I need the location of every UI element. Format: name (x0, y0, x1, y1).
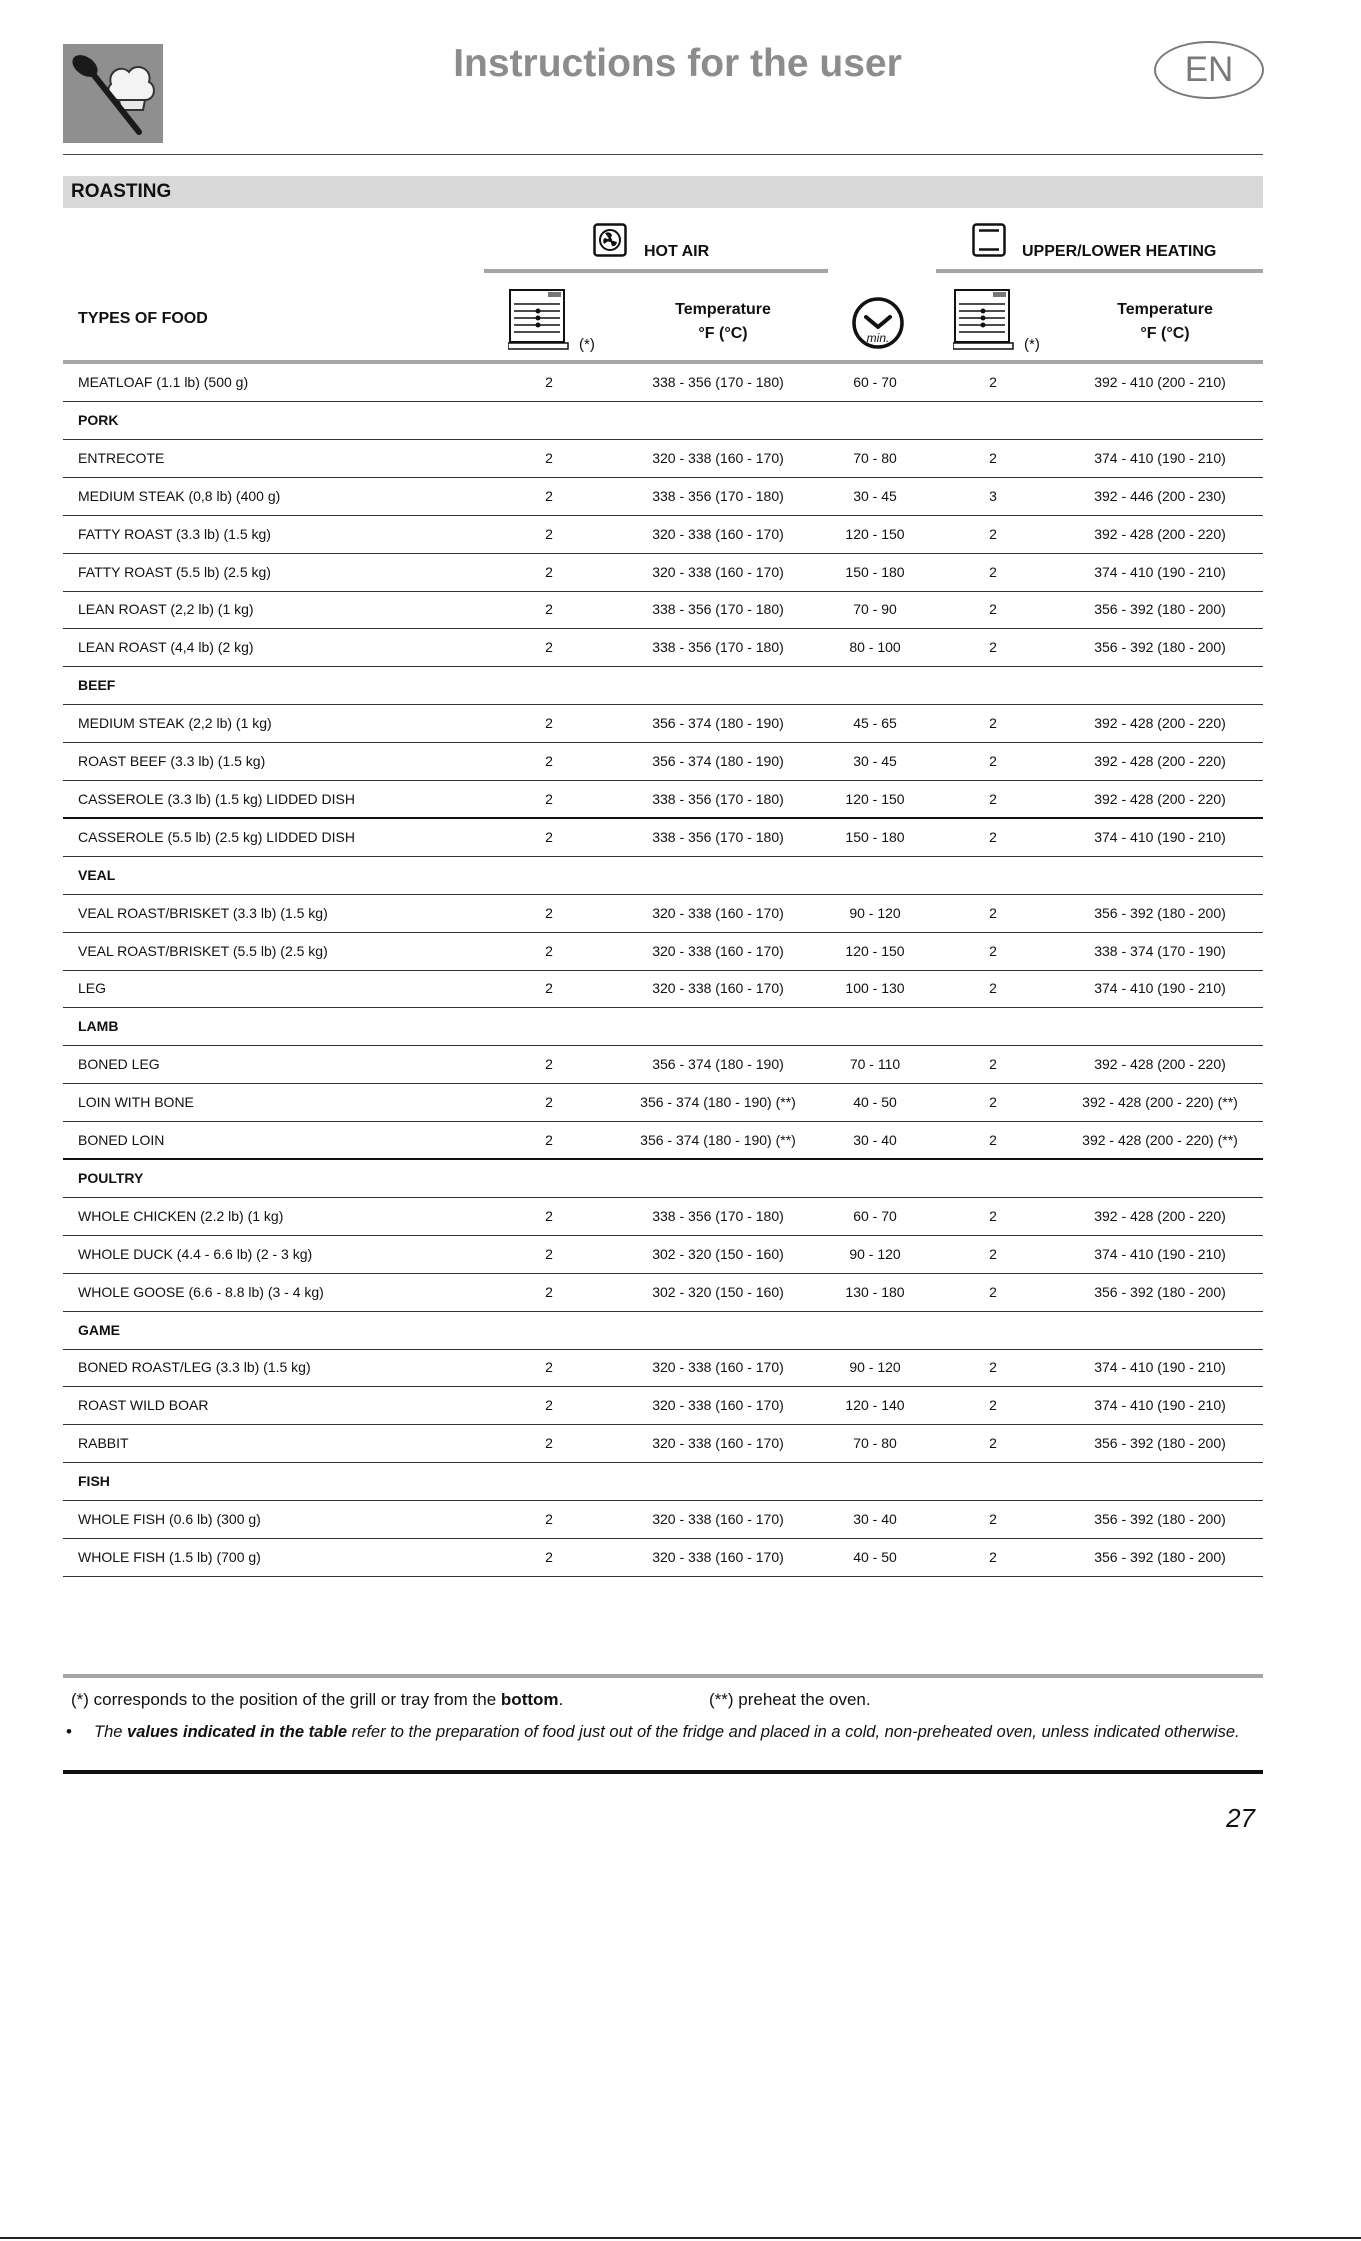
temp-hot-air: 320 - 338 (160 - 170) (652, 942, 784, 959)
shelf-hot-air: 2 (545, 1056, 553, 1073)
page-end-rule (63, 1770, 1263, 1774)
footnote-preheat: (**) preheat the oven. (709, 1690, 871, 1709)
temp-upper-lower: 356 - 392 (180 - 200) (1094, 639, 1226, 656)
temp-upper-lower: 374 - 410 (190 - 210) (1094, 1245, 1226, 1262)
cook-time: 70 - 80 (853, 1435, 897, 1452)
temp-upper-lower: 356 - 392 (180 - 200) (1094, 1283, 1226, 1300)
food-name: VEAL ROAST/BRISKET (5.5 lb) (2.5 kg) (78, 942, 328, 959)
cook-time: 130 - 180 (845, 1283, 905, 1300)
temp-upper-lower: 356 - 392 (180 - 200) (1094, 601, 1226, 618)
shelf-upper-lower: 2 (989, 790, 997, 807)
table-row (63, 554, 1263, 592)
food-name: WHOLE FISH (0.6 lb) (300 g) (78, 1511, 261, 1527)
temp-header-line1: Temperature (1117, 301, 1213, 318)
shelf-hot-air: 2 (545, 1245, 553, 1262)
shelf-hot-air: 2 (545, 715, 553, 732)
shelf-hot-air: 2 (545, 980, 553, 997)
shelf-hot-air: 2 (545, 1397, 553, 1414)
temp-hot-air: 338 - 356 (170 - 180) (652, 1207, 784, 1224)
temp-hot-air: 320 - 338 (160 - 170) (652, 449, 784, 466)
page-bottom-edge (0, 2237, 1361, 2239)
clock-minutes-icon (851, 296, 905, 350)
hot-air-temp-header (638, 298, 808, 346)
note-text-bold: values indicated in the table (127, 1723, 348, 1741)
category-row (63, 1463, 1263, 1501)
food-name: BONED ROAST/LEG (3.3 lb) (1.5 kg) (78, 1359, 311, 1376)
food-name: VEAL ROAST/BRISKET (3.3 lb) (1.5 kg) (78, 904, 328, 921)
temp-hot-air: 320 - 338 (160 - 170) (652, 1435, 784, 1452)
table-note (94, 1721, 1266, 1744)
shelf-hot-air: 2 (545, 942, 553, 959)
cook-time: 40 - 50 (853, 1548, 897, 1565)
shelf-upper-lower: 2 (989, 1397, 997, 1414)
cook-time: 120 - 150 (845, 525, 905, 542)
temp-upper-lower: 392 - 410 (200 - 210) (1094, 374, 1226, 390)
table-row (63, 1387, 1263, 1425)
language-badge: EN (1154, 41, 1264, 99)
upper-lower-heating-icon (972, 223, 1006, 257)
food-name: WHOLE DUCK (4.4 - 6.6 lb) (2 - 3 kg) (78, 1245, 313, 1262)
category-label: GAME (78, 1321, 120, 1338)
table-row (63, 1122, 1263, 1160)
food-name: WHOLE FISH (1.5 lb) (700 g) (78, 1548, 261, 1565)
page-number: 27 (1226, 1803, 1255, 1833)
food-name: RABBIT (78, 1435, 129, 1452)
shelf-upper-lower: 2 (989, 753, 997, 769)
cook-time: 45 - 65 (853, 715, 897, 732)
table-row (63, 970, 1263, 1008)
temp-header-line1: Temperature (675, 301, 771, 318)
shelf-hot-air: 2 (545, 374, 553, 390)
cook-time: 60 - 70 (853, 1207, 897, 1224)
shelf-upper-lower: 2 (989, 1548, 997, 1565)
cook-time: 40 - 50 (853, 1094, 897, 1111)
cook-time: 150 - 180 (845, 828, 905, 845)
footnote-shelf-text: (*) corresponds to the position of the grill or tray from the (71, 1690, 501, 1709)
shelf-hot-air: 2 (545, 563, 553, 580)
food-name: CASSEROLE (3.3 lb) (1.5 kg) LIDDED DISH (78, 790, 355, 807)
cook-time: 70 - 80 (853, 449, 897, 466)
temp-upper-lower: 392 - 428 (200 - 220) (**) (1082, 1094, 1238, 1111)
table-row (63, 1349, 1263, 1387)
temp-hot-air: 356 - 374 (180 - 190) (**) (640, 1094, 796, 1111)
temp-hot-air: 338 - 356 (170 - 180) (652, 374, 784, 390)
table-row (63, 1198, 1263, 1236)
shelf-upper-lower: 2 (989, 980, 997, 997)
table-row (63, 1046, 1263, 1084)
shelf-hot-air: 2 (545, 1359, 553, 1376)
shelf-hot-air: 2 (545, 1548, 553, 1565)
shelf-hot-air: 2 (545, 1207, 553, 1224)
note-text-start: The (94, 1723, 128, 1741)
shelf-hot-air: 2 (545, 487, 553, 504)
temp-upper-lower: 338 - 374 (170 - 190) (1094, 942, 1226, 959)
temp-hot-air: 302 - 320 (150 - 160) (652, 1283, 784, 1300)
shelf-upper-lower: 2 (989, 374, 997, 390)
temp-hot-air: 320 - 338 (160 - 170) (652, 1511, 784, 1527)
cook-time: 90 - 120 (849, 1245, 901, 1262)
shelf-hot-air: 2 (545, 1132, 553, 1148)
upper-lower-temp-header (1080, 298, 1250, 346)
table-row (63, 1539, 1263, 1577)
table-bottom-rule (63, 1674, 1263, 1678)
category-label: LAMB (78, 1018, 119, 1035)
shelf-upper-lower: 2 (989, 1094, 997, 1111)
shelf-star-1: (*) (579, 336, 595, 353)
temp-upper-lower: 374 - 410 (190 - 210) (1094, 563, 1226, 580)
hot-air-underline (484, 269, 828, 273)
shelf-upper-lower: 2 (989, 1132, 997, 1148)
table-row (63, 895, 1263, 933)
shelf-hot-air: 2 (545, 904, 553, 921)
food-name: CASSEROLE (5.5 lb) (2.5 kg) LIDDED DISH (78, 828, 355, 845)
category-label: FISH (78, 1473, 110, 1490)
temp-hot-air: 356 - 374 (180 - 190) (**) (640, 1132, 796, 1148)
temp-hot-air: 302 - 320 (150 - 160) (652, 1245, 784, 1262)
shelf-upper-lower: 2 (989, 828, 997, 845)
cook-time: 60 - 70 (853, 374, 897, 390)
shelf-upper-lower: 2 (989, 1245, 997, 1262)
shelf-upper-lower: 2 (989, 449, 997, 466)
cook-time: 30 - 45 (853, 487, 897, 504)
types-of-food-header: TYPES OF FOOD (78, 310, 208, 327)
shelf-hot-air: 2 (545, 449, 553, 466)
temp-upper-lower: 392 - 446 (200 - 230) (1094, 487, 1226, 504)
food-name: ENTRECOTE (78, 449, 165, 466)
food-name: WHOLE GOOSE (6.6 - 8.8 lb) (3 - 4 kg) (78, 1283, 324, 1300)
cook-time: 150 - 180 (845, 563, 905, 580)
section-bar (63, 176, 1263, 208)
bullet-icon: • (66, 1722, 72, 1741)
temp-upper-lower: 374 - 410 (190 - 210) (1094, 449, 1226, 466)
temp-upper-lower: 392 - 428 (200 - 220) (1094, 715, 1226, 732)
cook-time: 30 - 40 (853, 1511, 897, 1527)
food-name: FATTY ROAST (5.5 lb) (2.5 kg) (78, 563, 271, 580)
temp-hot-air: 338 - 356 (170 - 180) (652, 487, 784, 504)
shelf-hot-air: 2 (545, 790, 553, 807)
temp-upper-lower: 392 - 428 (200 - 220) (1094, 753, 1226, 769)
table-row (63, 1274, 1263, 1312)
category-row (63, 402, 1263, 440)
temp-upper-lower: 356 - 392 (180 - 200) (1094, 1435, 1226, 1452)
cook-time: 90 - 120 (849, 904, 901, 921)
food-name: LEAN ROAST (4,4 lb) (2 kg) (78, 639, 254, 656)
food-name: LEG (78, 980, 107, 997)
cook-time: 120 - 150 (845, 790, 905, 807)
shelf-upper-lower: 3 (989, 487, 997, 504)
clock-min-text: min. (866, 331, 890, 345)
temp-upper-lower: 374 - 410 (190 - 210) (1094, 828, 1226, 845)
temp-upper-lower: 374 - 410 (190 - 210) (1094, 1397, 1226, 1414)
table-row (63, 743, 1263, 781)
shelf-star-2: (*) (1024, 336, 1040, 353)
table-row (63, 591, 1263, 629)
category-row (63, 1008, 1263, 1046)
shelf-upper-lower: 2 (989, 1283, 997, 1300)
temp-upper-lower: 392 - 428 (200 - 220) (1094, 1207, 1226, 1224)
table-row (63, 933, 1263, 971)
shelf-upper-lower: 2 (989, 715, 997, 732)
shelf-upper-lower: 2 (989, 1056, 997, 1073)
temp-upper-lower: 392 - 428 (200 - 220) (1094, 525, 1226, 542)
cook-time: 120 - 150 (845, 942, 905, 959)
temp-hot-air: 338 - 356 (170 - 180) (652, 639, 784, 656)
category-row (63, 1312, 1263, 1350)
food-name: WHOLE CHICKEN (2.2 lb) (1 kg) (78, 1207, 284, 1224)
shelf-position-icon-2 (953, 288, 1015, 352)
table-row (63, 781, 1263, 819)
food-name: MEATLOAF (1.1 lb) (500 g) (78, 374, 249, 390)
temp-hot-air: 320 - 338 (160 - 170) (652, 1397, 784, 1414)
temp-hot-air: 356 - 374 (180 - 190) (652, 753, 784, 769)
fan-icon (593, 223, 627, 257)
category-row (63, 857, 1263, 895)
food-name: BONED LEG (78, 1056, 160, 1073)
temp-hot-air: 338 - 356 (170 - 180) (652, 828, 784, 845)
temp-hot-air: 320 - 338 (160 - 170) (652, 1548, 784, 1565)
shelf-hot-air: 2 (545, 1435, 553, 1452)
food-name: ROAST BEEF (3.3 lb) (1.5 kg) (78, 753, 266, 769)
shelf-upper-lower: 2 (989, 1511, 997, 1527)
category-label: POULTRY (78, 1169, 144, 1186)
shelf-upper-lower: 2 (989, 904, 997, 921)
category-label: PORK (78, 411, 119, 428)
table-row (63, 629, 1263, 667)
category-label: VEAL (78, 866, 116, 883)
table-row (63, 364, 1263, 402)
cook-time: 80 - 100 (849, 639, 901, 656)
note-text-end: refer to the preparation of food just out of the fridge and placed in a cold, non-preheated oven, unless indicated otherwise. (347, 1723, 1240, 1741)
food-name: MEDIUM STEAK (2,2 lb) (1 kg) (78, 715, 272, 732)
category-label: BEEF (78, 677, 116, 694)
cook-time: 70 - 90 (853, 601, 897, 618)
temp-hot-air: 320 - 338 (160 - 170) (652, 980, 784, 997)
cook-time: 70 - 110 (849, 1056, 901, 1073)
table-row (63, 819, 1263, 857)
temp-header-line2: °F (°C) (1140, 325, 1190, 342)
shelf-upper-lower: 2 (989, 1359, 997, 1376)
temp-upper-lower: 392 - 428 (200 - 220) (1094, 790, 1226, 807)
food-name: LEAN ROAST (2,2 lb) (1 kg) (78, 601, 254, 618)
cook-time: 100 - 130 (845, 980, 905, 997)
category-row (63, 667, 1263, 705)
shelf-hot-air: 2 (545, 1094, 553, 1111)
table-row (63, 440, 1263, 478)
shelf-hot-air: 2 (545, 1511, 553, 1527)
table-row (63, 705, 1263, 743)
temp-hot-air: 320 - 338 (160 - 170) (652, 904, 784, 921)
temp-header-line2: °F (°C) (698, 325, 748, 342)
shelf-upper-lower: 2 (989, 942, 997, 959)
shelf-hot-air: 2 (545, 601, 553, 618)
food-name: MEDIUM STEAK (0,8 lb) (400 g) (78, 487, 281, 504)
shelf-hot-air: 2 (545, 1283, 553, 1300)
table-row (63, 1501, 1263, 1539)
temp-hot-air: 320 - 338 (160 - 170) (652, 525, 784, 542)
upper-lower-underline (936, 269, 1263, 273)
shelf-upper-lower: 2 (989, 1207, 997, 1224)
page-title: Instructions for the user (453, 42, 902, 85)
cook-time: 30 - 45 (853, 753, 897, 769)
table-row (63, 1236, 1263, 1274)
cook-time: 30 - 40 (853, 1132, 897, 1148)
section-title: ROASTING (71, 181, 172, 202)
shelf-upper-lower: 2 (989, 525, 997, 542)
temp-hot-air: 356 - 374 (180 - 190) (652, 1056, 784, 1073)
table-row (63, 516, 1263, 554)
shelf-hot-air: 2 (545, 828, 553, 845)
temp-upper-lower: 356 - 392 (180 - 200) (1094, 1511, 1226, 1527)
header-divider (63, 154, 1263, 155)
table-row (63, 1084, 1263, 1122)
food-name: ROAST WILD BOAR (78, 1397, 209, 1414)
temp-upper-lower: 374 - 410 (190 - 210) (1094, 1359, 1226, 1376)
footnote-shelf-bold: bottom (500, 1690, 559, 1709)
cook-time: 120 - 140 (845, 1397, 905, 1414)
shelf-upper-lower: 2 (989, 601, 997, 618)
table-row (63, 478, 1263, 516)
shelf-upper-lower: 2 (989, 1435, 997, 1452)
temp-hot-air: 320 - 338 (160 - 170) (652, 1359, 784, 1376)
table-row (63, 1425, 1263, 1463)
cook-time: 90 - 120 (849, 1359, 901, 1376)
category-row (63, 1160, 1263, 1198)
temp-upper-lower: 356 - 392 (180 - 200) (1094, 1548, 1226, 1565)
temp-hot-air: 356 - 374 (180 - 190) (652, 715, 784, 732)
shelf-hot-air: 2 (545, 639, 553, 656)
food-name: LOIN WITH BONE (78, 1094, 194, 1111)
footnote-shelf (71, 1690, 563, 1710)
shelf-upper-lower: 2 (989, 563, 997, 580)
food-name: FATTY ROAST (3.3 lb) (1.5 kg) (78, 525, 271, 542)
temp-upper-lower: 392 - 428 (200 - 220) (**) (1082, 1132, 1238, 1148)
food-name: BONED LOIN (78, 1132, 165, 1148)
temp-upper-lower: 392 - 428 (200 - 220) (1094, 1056, 1226, 1073)
shelf-hot-air: 2 (545, 525, 553, 542)
upper-lower-label: UPPER/LOWER HEATING (1022, 243, 1217, 260)
shelf-upper-lower: 2 (989, 639, 997, 656)
temp-hot-air: 320 - 338 (160 - 170) (652, 563, 784, 580)
footnote-shelf-end: . (558, 1690, 564, 1709)
shelf-position-icon (508, 288, 570, 352)
temp-upper-lower: 356 - 392 (180 - 200) (1094, 904, 1226, 921)
shelf-hot-air: 2 (545, 753, 553, 769)
temp-upper-lower: 374 - 410 (190 - 210) (1094, 980, 1226, 997)
temp-hot-air: 338 - 356 (170 - 180) (652, 601, 784, 618)
hot-air-label: HOT AIR (644, 243, 710, 260)
temp-hot-air: 338 - 356 (170 - 180) (652, 790, 784, 807)
